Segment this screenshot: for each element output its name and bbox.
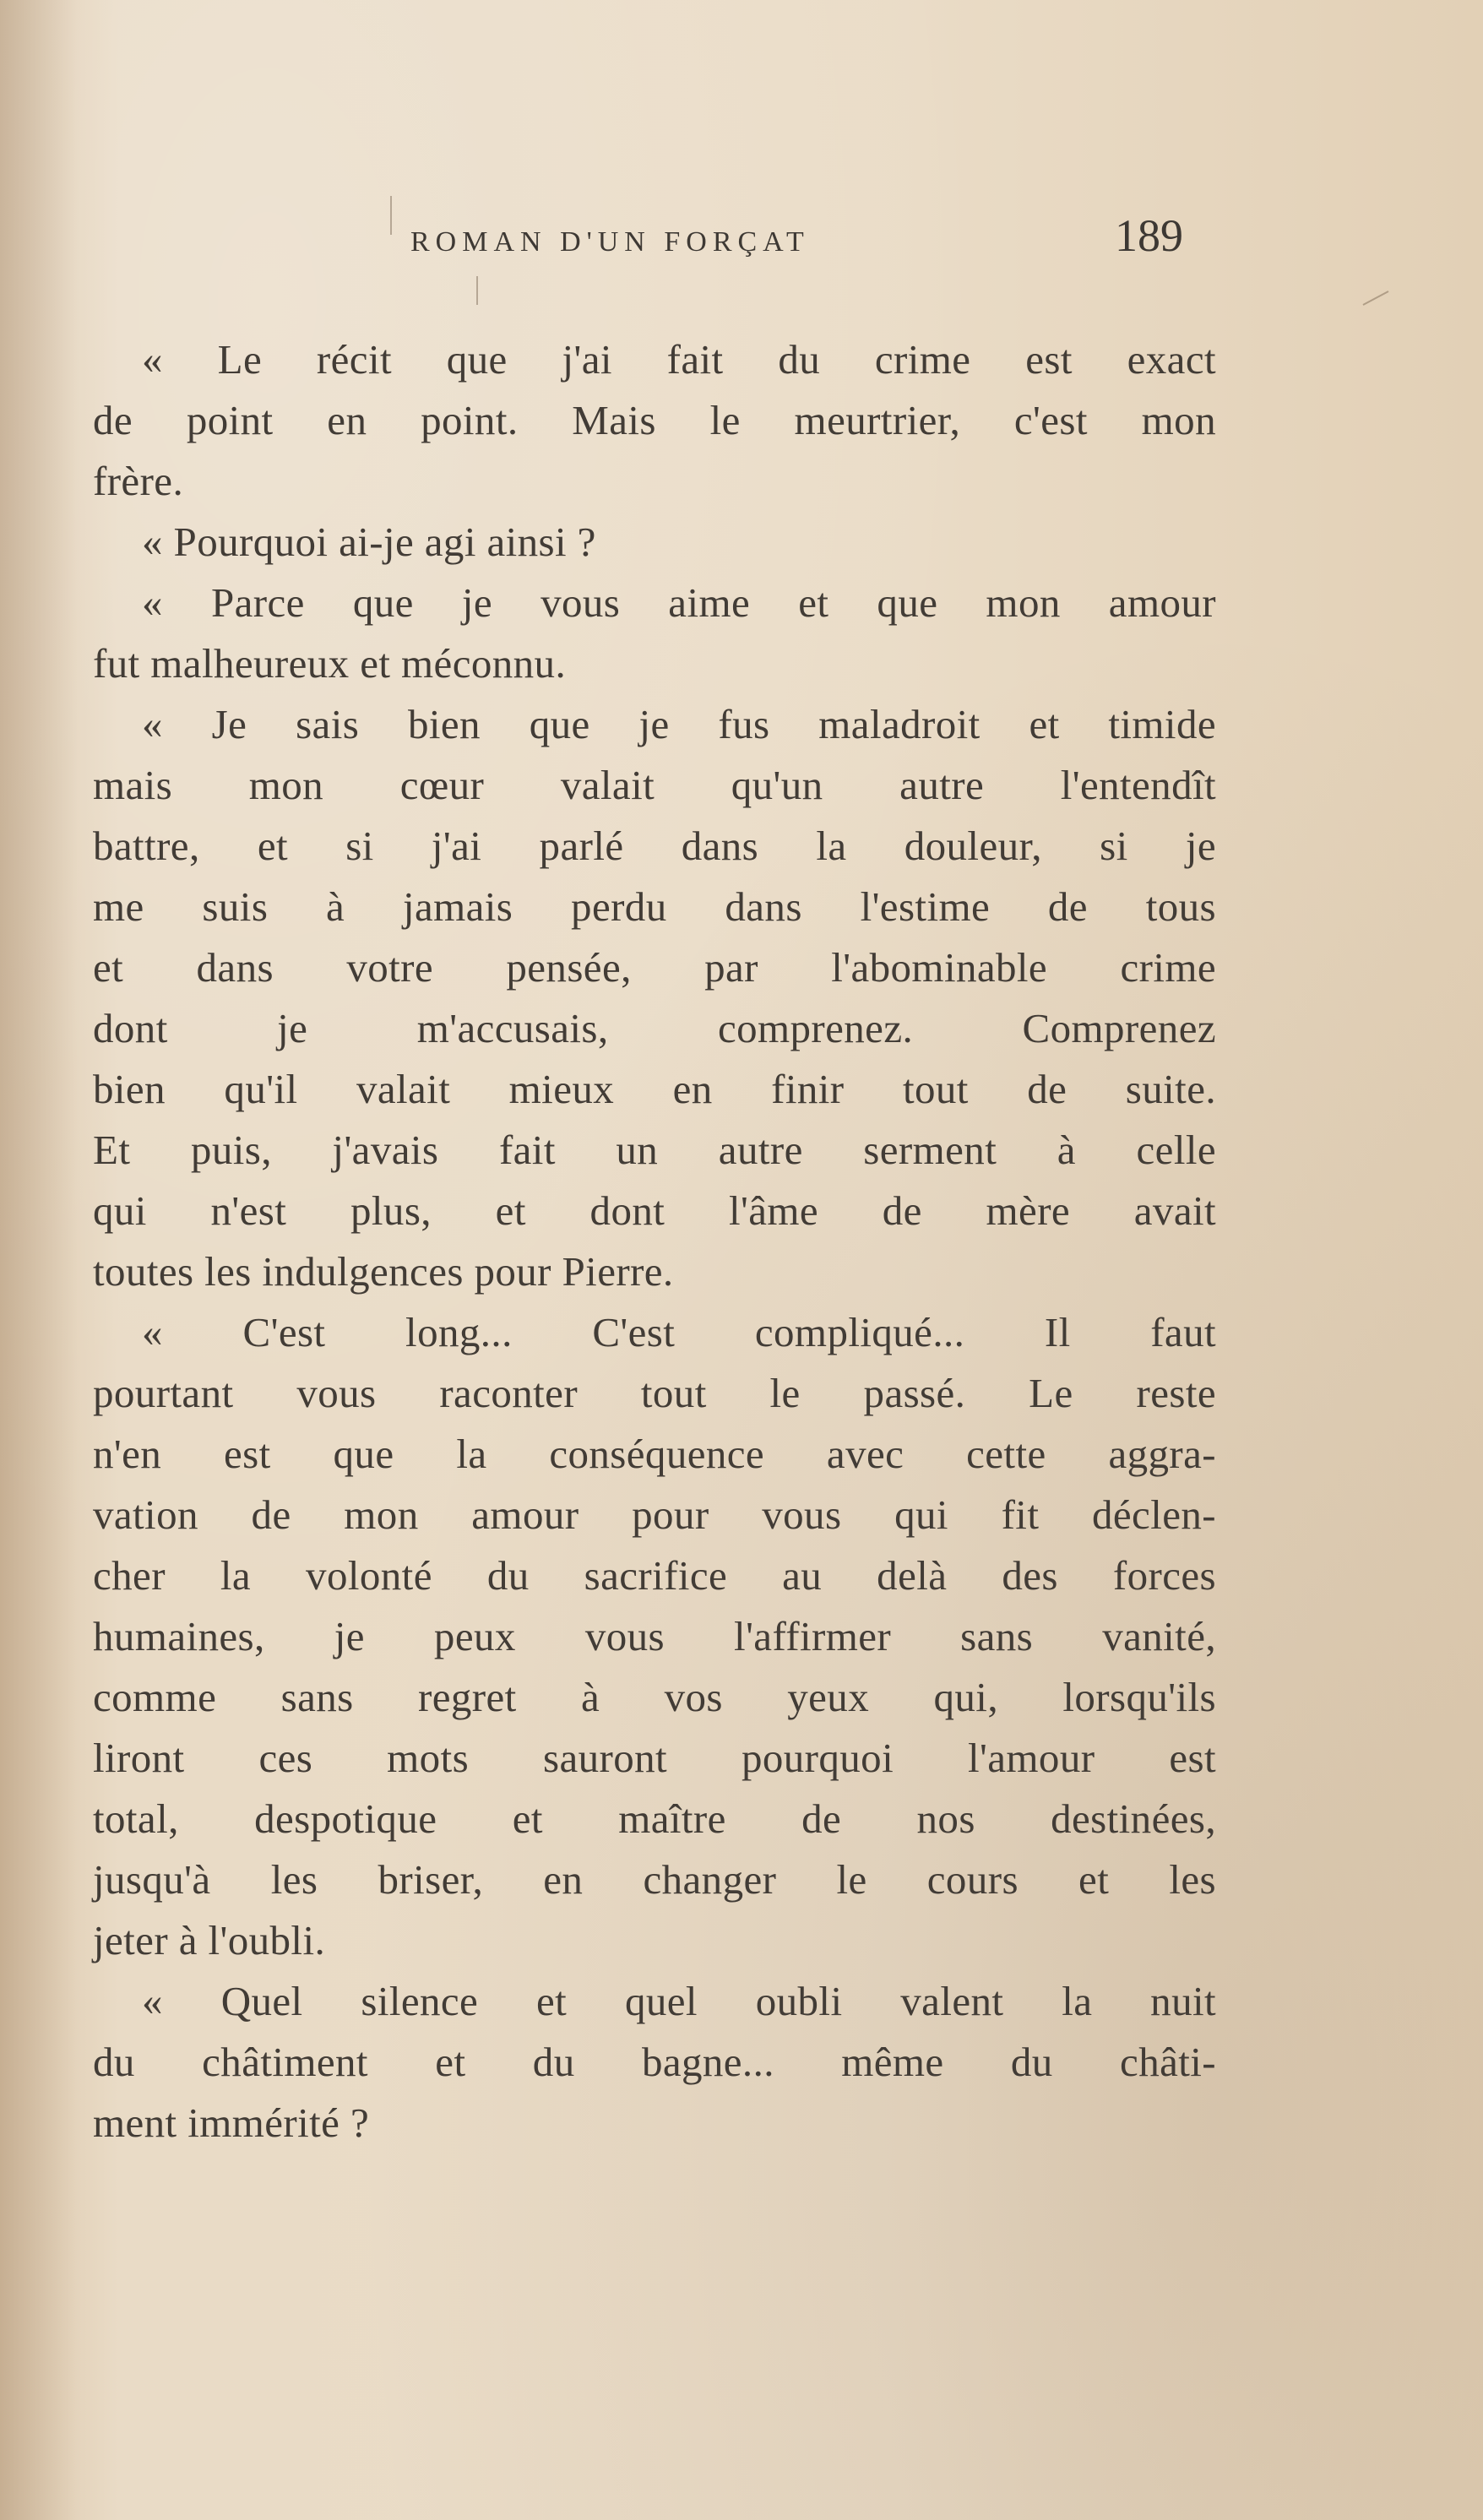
text-line: jeter à l'oubli. (93, 1917, 326, 1963)
text-line: frère. (93, 458, 184, 504)
text-line: Et puis, j'avais fait un autre serment à celle (93, 1127, 1216, 1173)
text-line: « Parce que je vous aime et que mon amour (142, 579, 1216, 626)
text-line: liront ces mots sauront pourquoi l'amour est (93, 1735, 1216, 1781)
text-line: me suis à jamais perdu dans l'estime de tous (93, 883, 1216, 930)
text-line: ment immérité ? (93, 2099, 370, 2146)
text-line: « Le récit que j'ai fait du crime est exact (142, 336, 1216, 383)
page-text (93, 329, 1216, 2153)
text-line: « Je sais bien que je fus maladroit et timide (142, 701, 1216, 747)
text-line: humaines, je peux vous l'affirmer sans vanité, (93, 1613, 1216, 1659)
text-line: pourtant vous raconter tout le passé. Le reste (93, 1370, 1216, 1416)
text-line: mais mon cœur valait qu'un autre l'entendît (93, 762, 1216, 808)
running-title: ROMAN D'UN FORÇAT (410, 226, 810, 258)
text-line: vation de mon amour pour vous qui fit déclen- (93, 1491, 1216, 1538)
text-line: « C'est long... C'est compliqué... Il faut (142, 1309, 1216, 1355)
print-mark (476, 276, 478, 305)
text-line: « Quel silence et quel oubli valent la nuit (142, 1978, 1216, 2024)
print-mark (1363, 291, 1389, 306)
text-line: cher la volonté du sacrifice au delà des forces (93, 1552, 1216, 1599)
text-line: fut malheureux et méconnu. (93, 640, 567, 687)
text-line: « Pourquoi ai-je agi ainsi ? (142, 519, 596, 565)
text-line: toutes les indulgences pour Pierre. (93, 1248, 674, 1295)
text-line: dont je m'accusais, comprenez. Comprenez (93, 1005, 1216, 1051)
text-line: de point en point. Mais le meurtrier, c'est mon (93, 397, 1216, 443)
text-line: jusqu'à les briser, en changer le cours et les (93, 1856, 1216, 1903)
text-line: qui n'est plus, et dont l'âme de mère avait (93, 1187, 1216, 1234)
text-line: bien qu'il valait mieux en finir tout de suite. (93, 1066, 1216, 1112)
binding-shadow (0, 0, 78, 2520)
text-line: du châtiment et du bagne... même du châti- (93, 2039, 1216, 2085)
running-header (0, 209, 1483, 269)
text-line: et dans votre pensée, par l'abominable crime (93, 944, 1216, 991)
print-mark (390, 196, 392, 235)
page-number: 189 (1115, 210, 1183, 261)
text-line: comme sans regret à vos yeux qui, lorsqu'ils (93, 1674, 1216, 1720)
text-line: battre, et si j'ai parlé dans la douleur, si je (93, 823, 1216, 869)
text-line: total, despotique et maître de nos destinées, (93, 1795, 1216, 1842)
text-line: n'en est que la conséquence avec cette aggra- (93, 1431, 1216, 1477)
